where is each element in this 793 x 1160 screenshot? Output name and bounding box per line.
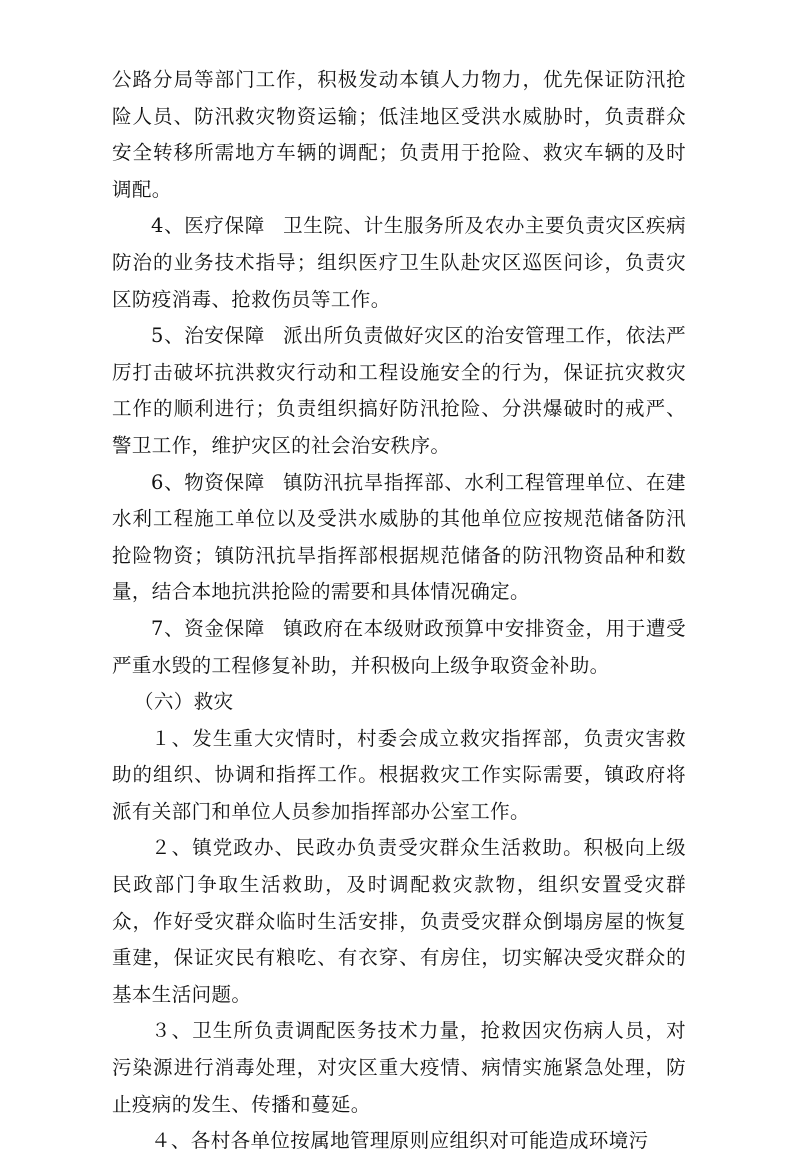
paragraph-text: 卫生院、计生服务所及农办主要负责灾区疾病防治的业务技术指导；组织医疗卫生队赴灾区巡医问诊，负责灾区防疫消毒、抢救伤员等工作。 [112,214,686,311]
paragraph-relief-item-2 [112,830,686,1013]
paragraph-text: ２、镇党政办、民政办负责受灾群众生活救助。积极向上级民政部门争取生活救助，及时调配救灾款物，组织安置受灾群众，作好受灾群众临时生活安排，负责受灾群众倒塌房屋的恢复重建，保证灾民有粮吃、有衣穿、有房住，切实解决受灾群众的基本生活问题。 [112,836,686,1006]
paragraph-relief-item-1 [112,721,686,831]
paragraph-title: 5、治安保障 [151,324,265,348]
paragraph-relief-item-3 [112,1013,686,1123]
paragraph-title: 4、医疗保障 [151,214,265,238]
paragraph-security-support [112,318,686,464]
paragraph-title: 6、物资保障 [151,470,265,494]
paragraph-text: １、发生重大灾情时，村委会成立救灾指挥部，负责灾害救助的组织、协调和指挥工作。根据救灾工作实际需要，镇政府将派有关部门和单位人员参加指挥部办公室工作。 [112,726,686,823]
paragraph-materials-support [112,465,686,611]
paragraph-funding-support [112,611,686,684]
paragraph-transport-continued [112,62,686,208]
section-heading-text: （六）救灾 [134,690,234,714]
document-page [112,62,686,1160]
paragraph-text: 镇防汛抗旱指挥部、水利工程管理单位、在建水利工程施工单位以及受洪水威胁的其他单位应按规范储备防汛抢险物资；镇防汛抗旱指挥部根据规范储备的防汛物资品种和数量，结合本地抗洪抢险的需要和具体情况确定。 [112,470,686,604]
paragraph-text: 镇政府在本级财政预算中安排资金，用于遭受严重水毁的工程修复补助，并积极向上级争取资金补助。 [112,616,686,677]
section-heading-disaster-relief [112,684,686,721]
paragraph-text: ３、卫生所负责调配医务技术力量，抢救因灾伤病人员，对污染源进行消毒处理，对灾区重大疫情、病情实施紧急处理，防止疫病的发生、传播和蔓延。 [112,1019,686,1116]
paragraph-text: 派出所负责做好灾区的治安管理工作，依法严厉打击破坏抗洪救灾行动和工程设施安全的行为，保证抗灾救灾工作的顺利进行；负责组织搞好防汛抢险、分洪爆破时的戒严、警卫工作，维护灾区的社会治安秩序。 [112,324,686,457]
paragraph-text: ４、各村各单位按属地管理原则应组织对可能造成环境污 [151,1129,649,1153]
paragraph-title: 7、资金保障 [151,616,265,640]
paragraph-text: 公路分局等部门工作，积极发动本镇人力物力，优先保证防汛抢险人员、防汛救灾物资运输；低洼地区受洪水威胁时，负责群众安全转移所需地方车辆的调配；负责用于抢险、救灾车辆的及时调配。 [112,68,686,201]
paragraph-relief-item-4 [112,1123,686,1160]
paragraph-medical-support [112,208,686,318]
